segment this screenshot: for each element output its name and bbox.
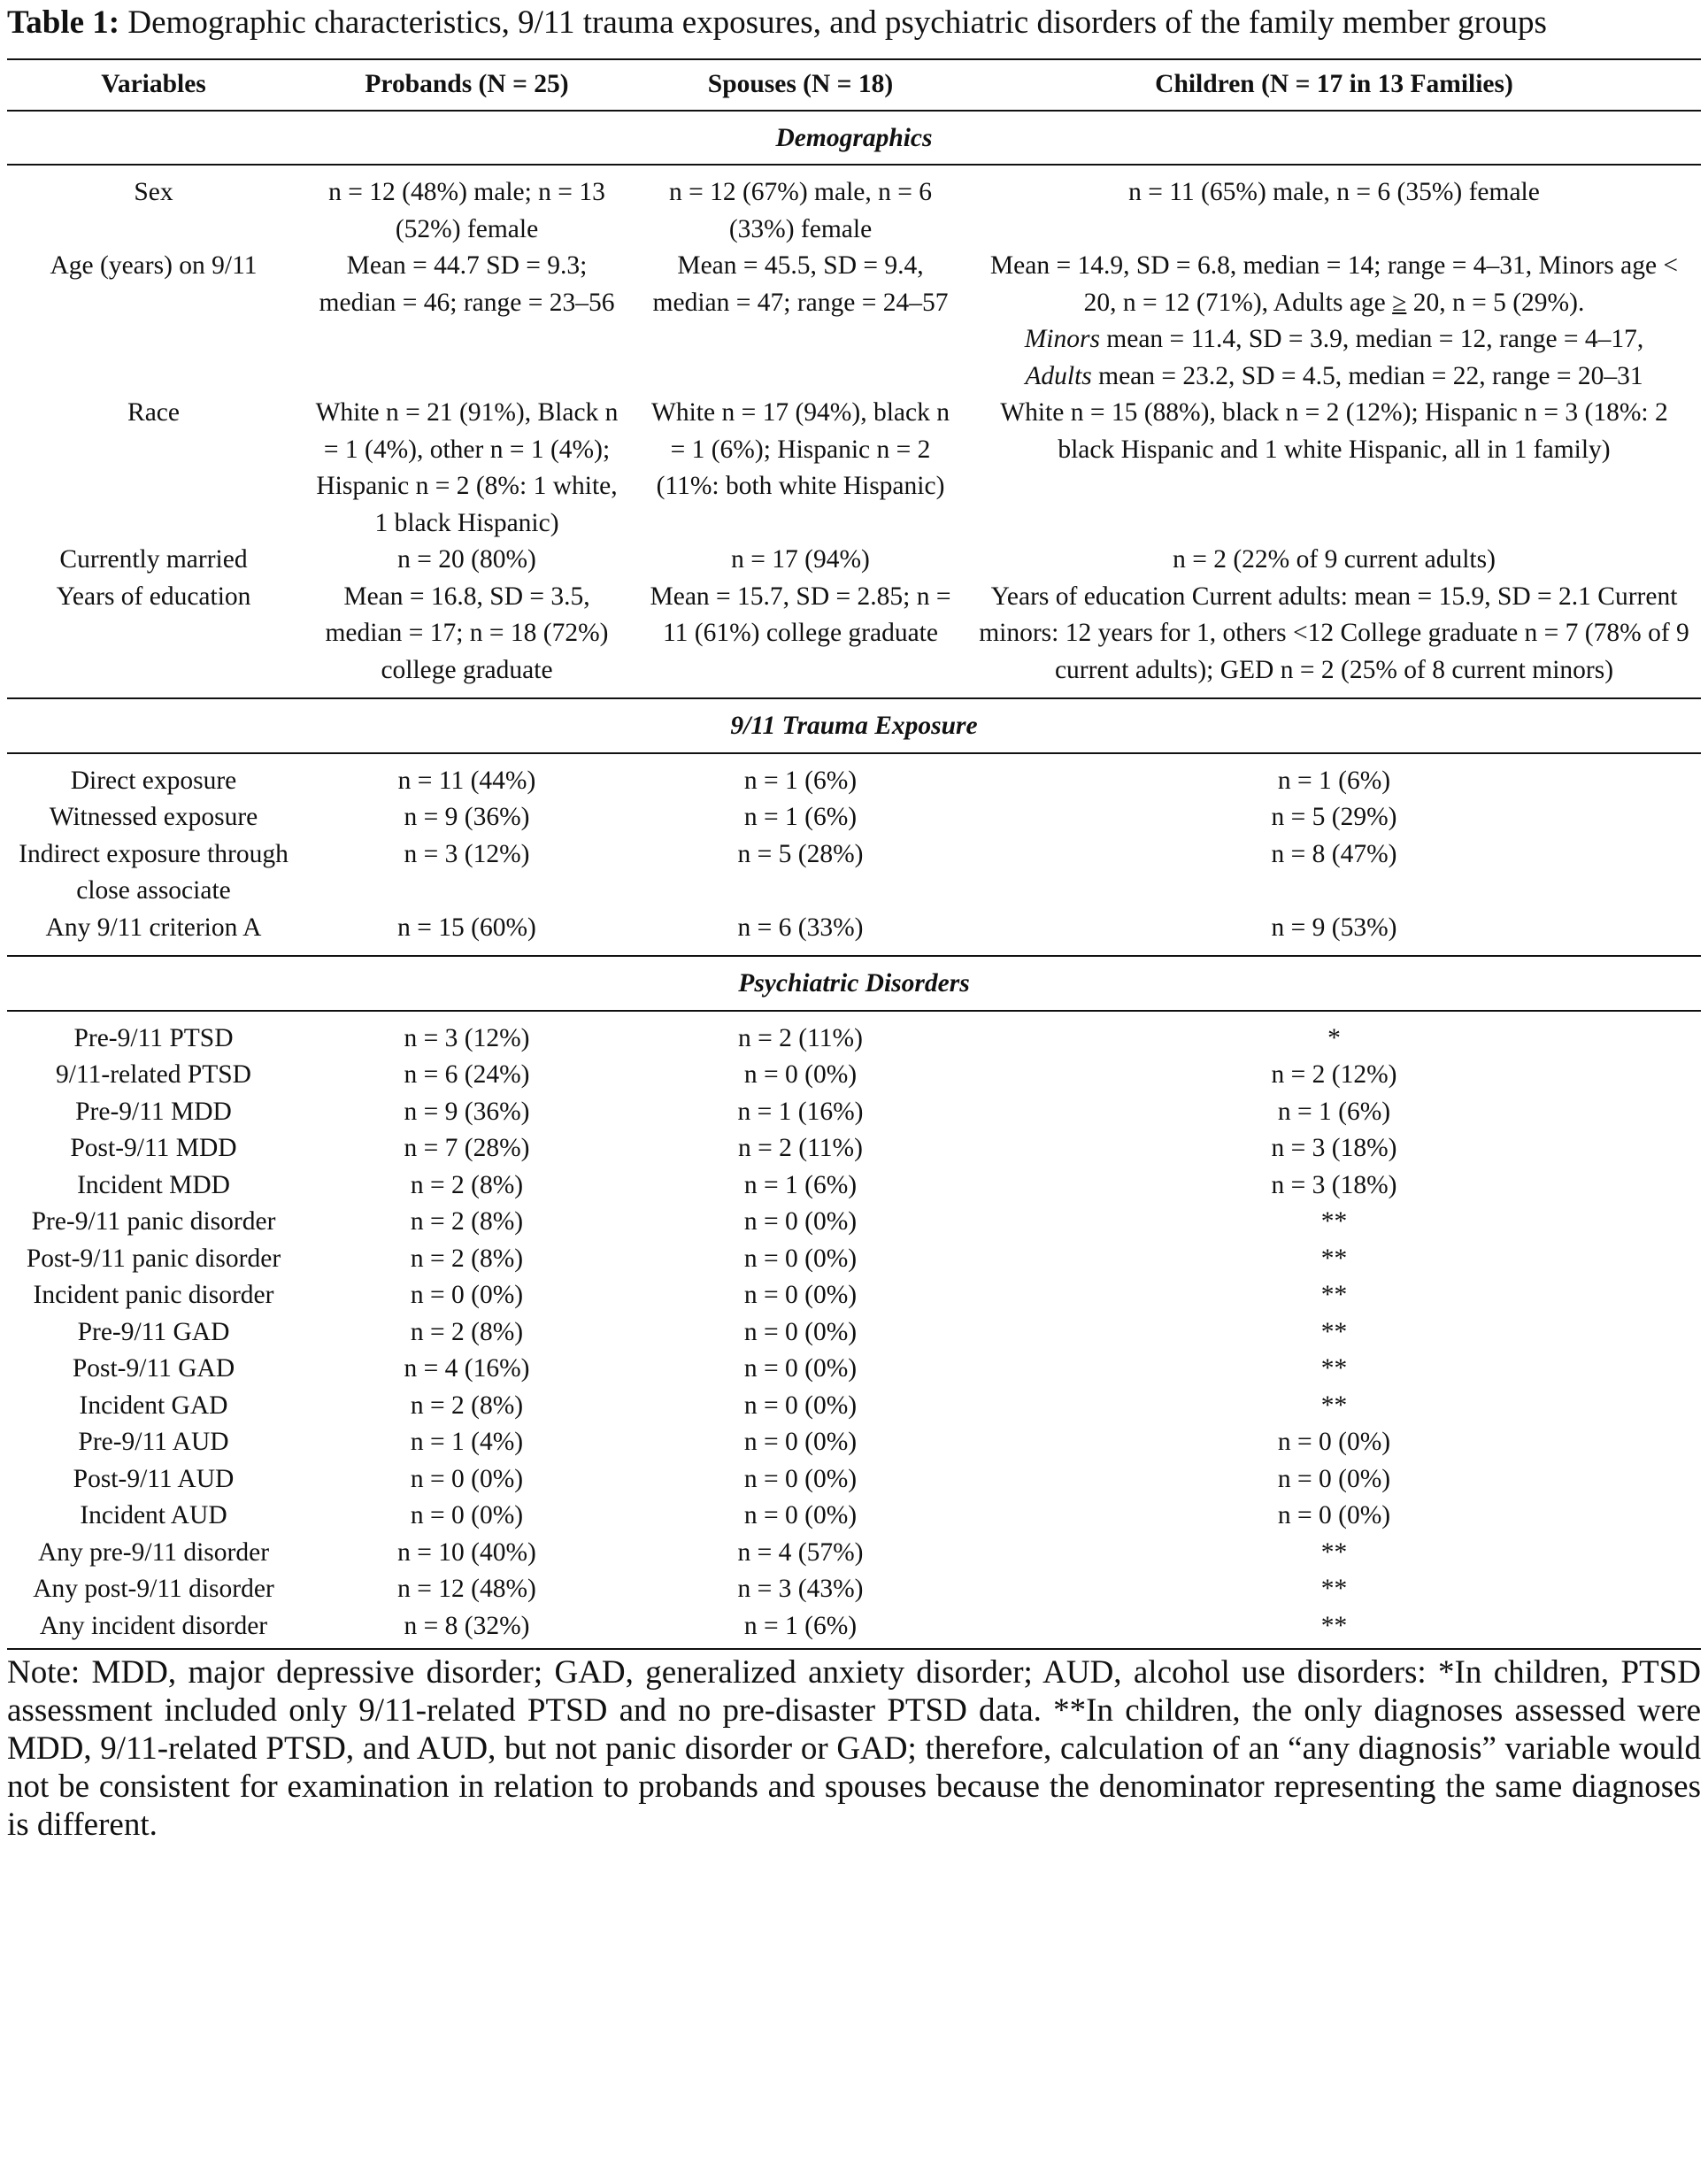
table-row <box>7 1057 1701 1094</box>
cell-children: n = 3 (18%) <box>1271 1134 1397 1162</box>
table-row <box>7 1241 1701 1278</box>
cell-variable: Direct exposure <box>70 766 237 795</box>
cell-probands: n = 7 (28%) <box>404 1134 530 1162</box>
spacer <box>7 946 1701 956</box>
age-children-summary: Mean = 14.9, SD = 6.8, median = 14; range = 4–31, Minors age < 20, n = 12 (71%), Adults age <box>989 251 1679 317</box>
table-row <box>7 395 1701 542</box>
cell-children: ** <box>1320 1354 1348 1383</box>
cell-variable: Sex <box>134 178 173 206</box>
cell-spouses: White n = 17 (94%), black n = 1 (6%); Hispanic n = 2 (11%: both white Hispanic) <box>651 398 950 500</box>
cell-spouses: n = 5 (28%) <box>737 839 864 868</box>
table-row <box>7 1021 1701 1058</box>
cell-spouses: n = 1 (6%) <box>743 766 858 795</box>
table-row <box>7 248 1701 395</box>
cell-spouses: n = 1 (6%) <box>634 1608 967 1650</box>
spacer-cell <box>7 753 1701 763</box>
table-row <box>7 1535 1701 1572</box>
cell-spouses: n = 0 (0%) <box>743 1244 858 1273</box>
disorder-rows <box>7 1021 1701 1650</box>
table-title: Demographic characteristics, 9/11 trauma exposures, and psychiatric disorders of the family member groups <box>127 4 1547 41</box>
cell-probands: n = 12 (48%) male; n = 13 (52%) female <box>328 178 605 243</box>
cell-probands: Mean = 16.8, SD = 3.5, median = 17; n = 18 (72%) college graduate <box>325 582 609 684</box>
document-page <box>0 4 1708 1844</box>
adults-label: Adults <box>1025 361 1092 390</box>
cell-probands: n = 9 (36%) <box>404 803 530 831</box>
cell-variable: Post-9/11 GAD <box>72 1354 235 1383</box>
cell-probands: Mean = 44.7 SD = 9.3; median = 46; range = 23–56 <box>319 251 615 317</box>
cell-variable: 9/11-related PTSD <box>56 1060 251 1089</box>
cell-children: n = 0 (0%) <box>1277 1501 1391 1529</box>
cell-probands: n = 15 (60%) <box>397 913 536 942</box>
table-row <box>7 910 1701 947</box>
cell-variable: Race <box>127 398 180 427</box>
cell-probands: n = 12 (48%) <box>397 1575 536 1603</box>
table-row <box>7 1608 1701 1650</box>
cell-probands: n = 2 (8%) <box>410 1207 524 1236</box>
section-title-demographics: Demographics <box>7 111 1701 166</box>
cell-children: n = 0 (0%) <box>1277 1464 1391 1493</box>
minors-label: Minors <box>1024 325 1100 353</box>
cell-variable: Pre-9/11 PTSD <box>73 1023 234 1052</box>
cell-variable: Any pre-9/11 disorder <box>37 1537 270 1567</box>
section-row-trauma <box>7 698 1701 753</box>
cell-children: * <box>1327 1023 1341 1052</box>
cell-probands: n = 0 (0%) <box>410 1501 524 1529</box>
cell-spouses: n = 2 (11%) <box>738 1134 863 1162</box>
header-row <box>7 59 1701 111</box>
cell-children: n = 1 (6%) <box>1277 766 1391 795</box>
cell-probands: n = 0 (0%) <box>410 1281 524 1309</box>
cell-probands: n = 8 (32%) <box>300 1608 634 1650</box>
spacer <box>7 753 1701 763</box>
cell-probands: White n = 21 (91%), Black n = 1 (4%), other n = 1 (4%); Hispanic n = 2 (8%: 1 white, 1 black Hispanic) <box>315 398 619 537</box>
table-row <box>7 1204 1701 1241</box>
cell-children: n = 5 (29%) <box>1271 803 1397 831</box>
cell-spouses: n = 3 (43%) <box>737 1575 864 1603</box>
cell-spouses: Mean = 15.7, SD = 2.85; n = 11 (61%) college graduate <box>650 582 951 647</box>
section-title-disorders: Psychiatric Disorders <box>7 956 1701 1011</box>
age-children-adults-count: 20, n = 5 (29%). <box>1406 288 1585 317</box>
cell-children: ** <box>1320 1281 1348 1309</box>
table-row <box>7 1094 1701 1131</box>
table-row <box>7 1351 1701 1388</box>
cell-spouses: n = 0 (0%) <box>743 1317 858 1346</box>
cell-variable: Incident GAD <box>79 1391 228 1420</box>
cell-probands: n = 3 (12%) <box>404 839 530 868</box>
cell-variable: Pre-9/11 MDD <box>75 1097 232 1126</box>
table-row <box>7 174 1701 248</box>
cell-spouses: n = 4 (57%) <box>737 1537 864 1567</box>
cell-children: n = 8 (47%) <box>1271 839 1397 868</box>
cell-children: n = 0 (0%) <box>1277 1428 1391 1456</box>
cell-spouses: n = 1 (6%) <box>743 1170 858 1199</box>
cell-variable: Indirect exposure through close associate <box>19 839 289 905</box>
cell-probands: n = 4 (16%) <box>404 1354 530 1383</box>
cell-spouses: n = 6 (33%) <box>737 913 864 942</box>
cell-probands: n = 6 (24%) <box>404 1060 530 1089</box>
data-table <box>7 58 1701 1650</box>
cell-probands: n = 2 (8%) <box>410 1170 524 1199</box>
table-row <box>7 1424 1701 1461</box>
cell-children: n = 2 (12%) <box>1271 1060 1397 1089</box>
table-row <box>7 542 1701 579</box>
cell-children: n = 2 (22% of 9 current adults) <box>1173 545 1496 574</box>
cell-children: Years of education Current adults: mean = 15.9, SD = 2.1 Current minors: 12 years for 1, others <12 College graduate n = 7 (78% of 9 current adults); GED n = 2 (25% of 8 current minors) <box>979 582 1689 684</box>
cell-children: White n = 15 (88%), black n = 2 (12%); Hispanic n = 3 (18%: 2 black Hispanic and 1 white Hispanic, all in 1 family) <box>1000 398 1668 464</box>
cell-variable: Any post-9/11 disorder <box>33 1575 274 1603</box>
cell-probands: n = 3 (12%) <box>404 1023 530 1052</box>
table-caption <box>7 4 1701 42</box>
table-row <box>7 579 1701 690</box>
cell-spouses: n = 0 (0%) <box>743 1464 858 1493</box>
cell-spouses: n = 1 (16%) <box>737 1097 864 1126</box>
minors-stats: mean = 11.4, SD = 3.9, median = 12, range = 4–17, <box>1099 325 1644 353</box>
header-variables: Variables <box>7 59 300 111</box>
cell-probands: n = 11 (44%) <box>397 766 536 795</box>
table-row <box>7 1461 1701 1499</box>
cell-children: n = 1 (6%) <box>1277 1097 1391 1126</box>
cell-children: ** <box>1320 1537 1348 1567</box>
spacer <box>7 165 1701 174</box>
table-row <box>7 763 1701 800</box>
cell-probands: n = 1 (4%) <box>410 1428 524 1456</box>
cell-variable: Any 9/11 criterion A <box>45 913 262 942</box>
cell-spouses: n = 1 (6%) <box>743 803 858 831</box>
cell-children: ** <box>1320 1575 1348 1603</box>
table-row <box>7 1130 1701 1167</box>
section-title-trauma: 9/11 Trauma Exposure <box>7 698 1701 753</box>
cell-probands: n = 2 (8%) <box>410 1391 524 1420</box>
cell-variable: Incident MDD <box>77 1170 230 1199</box>
cell-probands: n = 2 (8%) <box>410 1317 524 1346</box>
table-row <box>7 1277 1701 1314</box>
cell-spouses: n = 0 (0%) <box>743 1207 858 1236</box>
cell-variable: Pre-9/11 panic disorder <box>31 1207 276 1236</box>
age-children-ge-symbol: ≥ <box>1392 288 1407 317</box>
cell-variable: Any incident disorder <box>7 1608 300 1650</box>
cell-variable: Currently married <box>59 545 248 574</box>
cell-children: ** <box>1320 1244 1348 1273</box>
cell-children <box>967 248 1701 395</box>
table-note: Note: MDD, major depressive disorder; GAD, generalized anxiety disorder; AUD, alcohol use disorders: *In children, PTSD assessment included only 9/11-related PTSD and no pre-disaster PTSD data. **In children, the only diagnoses assessed were MDD, 9/11-related PTSD, and AUD, but not panic disorder or GAD; therefore, calculation of an “any diagnosis” variable would not be consistent for examination in relation to probands and spouses because the denominator representing the same diagnoses is different. <box>7 1654 1701 1843</box>
cell-children: ** <box>1320 1207 1348 1236</box>
cell-spouses: n = 0 (0%) <box>743 1060 858 1089</box>
cell-spouses: n = 0 (0%) <box>743 1354 858 1383</box>
spacer <box>7 1011 1701 1021</box>
cell-variable: Post-9/11 MDD <box>70 1134 237 1162</box>
cell-variable: Pre-9/11 AUD <box>78 1428 229 1456</box>
cell-variable: Post-9/11 AUD <box>73 1464 235 1493</box>
cell-variable: Pre-9/11 GAD <box>77 1317 230 1346</box>
cell-spouses: n = 0 (0%) <box>743 1501 858 1529</box>
trauma-rows <box>7 763 1701 947</box>
cell-variable: Witnessed exposure <box>49 803 258 831</box>
spacer-cell <box>7 946 1701 956</box>
cell-probands: n = 20 (80%) <box>397 545 536 574</box>
cell-spouses: n = 0 (0%) <box>743 1281 858 1309</box>
section-row-demographics <box>7 111 1701 166</box>
cell-spouses: n = 0 (0%) <box>743 1428 858 1456</box>
cell-variable: Incident panic disorder <box>33 1281 274 1309</box>
cell-children: n = 9 (53%) <box>1271 913 1397 942</box>
cell-probands: n = 9 (36%) <box>404 1097 530 1126</box>
header-children: Children (N = 17 in 13 Families) <box>967 59 1701 111</box>
cell-spouses: n = 2 (11%) <box>738 1023 863 1052</box>
cell-children: n = 3 (18%) <box>1271 1170 1397 1199</box>
cell-probands: n = 10 (40%) <box>397 1537 536 1567</box>
header-probands: Probands (N = 25) <box>300 59 634 111</box>
cell-children: ** <box>1320 1391 1348 1420</box>
table-row <box>7 836 1701 910</box>
table-row <box>7 1498 1701 1535</box>
cell-probands: n = 2 (8%) <box>410 1244 524 1273</box>
table-row <box>7 799 1701 836</box>
cell-variable: Age (years) on 9/11 <box>50 251 258 280</box>
adults-stats: mean = 23.2, SD = 4.5, median = 22, range = 20–31 <box>1091 361 1643 390</box>
header-spouses: Spouses (N = 18) <box>634 59 967 111</box>
cell-probands: n = 0 (0%) <box>410 1464 524 1493</box>
spacer-cell <box>7 1011 1701 1021</box>
cell-variable: Years of education <box>56 582 251 611</box>
cell-spouses: n = 12 (67%) male, n = 6 (33%) female <box>668 178 933 243</box>
cell-children: ** <box>1320 1317 1348 1346</box>
table-label: Table 1: <box>7 4 120 41</box>
section-row-disorders <box>7 956 1701 1011</box>
cell-children: n = 11 (65%) male, n = 6 (35%) female <box>1128 178 1540 206</box>
table-row <box>7 1388 1701 1425</box>
spacer <box>7 689 1701 698</box>
spacer-cell <box>7 689 1701 698</box>
cell-children: ** <box>967 1608 1701 1650</box>
cell-spouses: n = 0 (0%) <box>743 1391 858 1420</box>
cell-variable: Incident AUD <box>80 1501 227 1529</box>
cell-variable: Post-9/11 panic disorder <box>26 1244 281 1273</box>
cell-spouses: Mean = 45.5, SD = 9.4, median = 47; range = 24–57 <box>652 251 949 317</box>
table-row <box>7 1314 1701 1352</box>
table-row <box>7 1167 1701 1205</box>
table-row <box>7 1571 1701 1608</box>
spacer-cell <box>7 165 1701 174</box>
cell-spouses: n = 17 (94%) <box>731 545 870 574</box>
